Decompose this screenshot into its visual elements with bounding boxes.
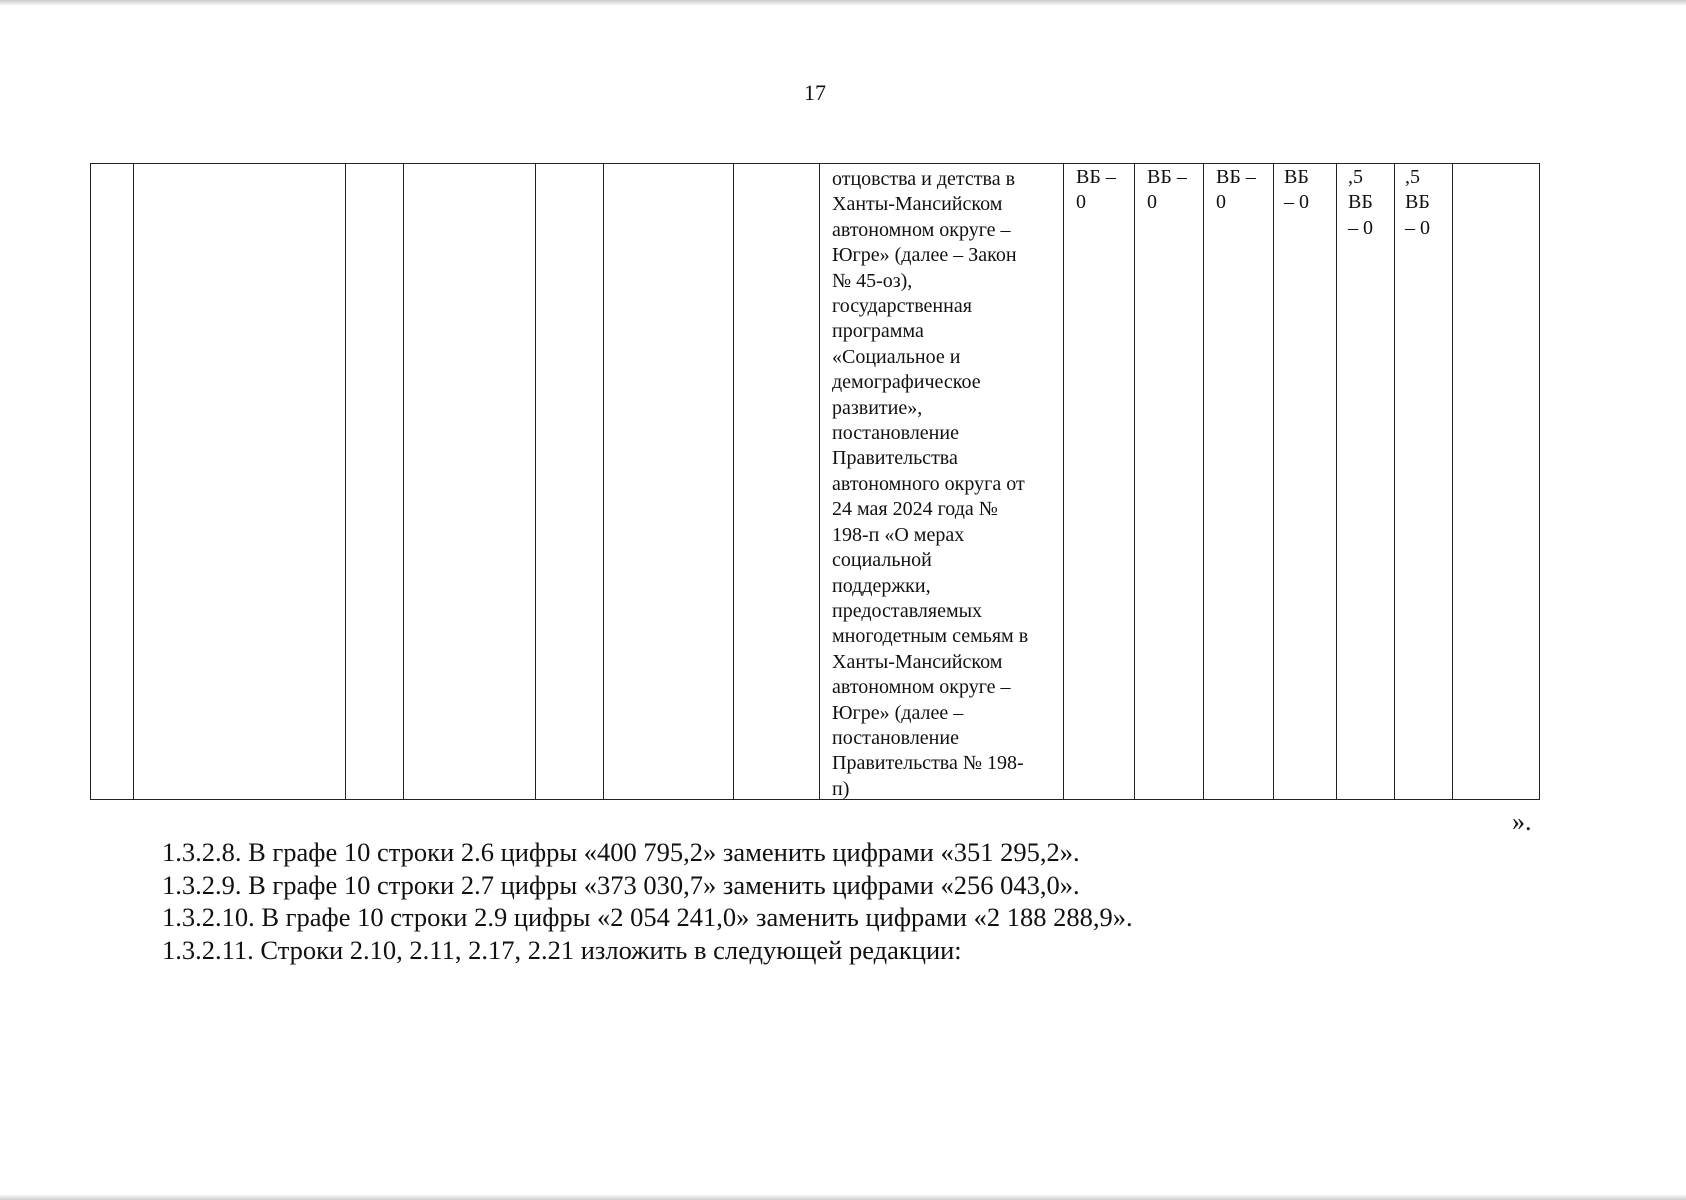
scan-edge-top xyxy=(0,0,1686,6)
table-column-divider xyxy=(819,163,820,800)
table-column-divider xyxy=(733,163,734,800)
amendment-item: 1.3.2.11. Строки 2.10, 2.11, 2.17, 2.21 изложить в следующей редакции: xyxy=(162,934,962,965)
table-frame xyxy=(90,163,1540,800)
table-column-divider xyxy=(1336,163,1337,800)
amendment-item: 1.3.2.8. В графе 10 строки 2.6 цифры «400 795,2» заменить цифрами «351 295,2». xyxy=(162,837,1080,867)
funding-cell: ВБ – 0 xyxy=(1076,166,1116,214)
funding-cell: ВБ – 0 xyxy=(1216,166,1256,214)
table-column-divider xyxy=(133,163,134,800)
table-column-divider xyxy=(403,163,404,800)
page-number: 17 xyxy=(804,80,826,105)
legal-basis-cell: отцовства и детства в Ханты-Мансийском автономном округе – Югре» (далее – Закон № 45-оз), государственная программа «Социальное и демографическое развитие», постановление Правительства автономного округа от 24 мая 2024 года № 198-п «О мерах социальной поддержки, предоставляемых многодетным семьям в Ханты-Мансийском автономном округе – Югре» (далее – постановление Правительства № 198- п) xyxy=(832,168,1029,800)
table-column-divider xyxy=(1203,163,1204,800)
funding-cell: ,5 ВБ – 0 xyxy=(1405,166,1430,239)
table-column-divider xyxy=(603,163,604,800)
funding-cell: ,5 ВБ – 0 xyxy=(1348,166,1373,239)
scan-edge-bottom xyxy=(0,1194,1686,1200)
amendment-list xyxy=(162,836,1522,966)
table-column-divider xyxy=(1063,163,1064,800)
table-column-divider xyxy=(1452,163,1453,800)
funding-cell: ВБ – 0 xyxy=(1147,166,1187,214)
amendment-item: 1.3.2.10. В графе 10 строки 2.9 цифры «2 054 241,0» заменить цифрами «2 188 288,9». xyxy=(162,902,1133,932)
table-column-divider xyxy=(1134,163,1135,800)
table-column-divider xyxy=(345,163,346,800)
amendment-item: 1.3.2.9. В графе 10 строки 2.7 цифры «373 030,7» заменить цифрами «256 043,0». xyxy=(162,869,1080,900)
funding-cell: ВБ – 0 xyxy=(1284,166,1309,214)
table-column-divider xyxy=(535,163,536,800)
table-column-divider xyxy=(1273,163,1274,800)
table-column-divider xyxy=(1394,163,1395,800)
closing-quote: ». xyxy=(1512,807,1532,836)
